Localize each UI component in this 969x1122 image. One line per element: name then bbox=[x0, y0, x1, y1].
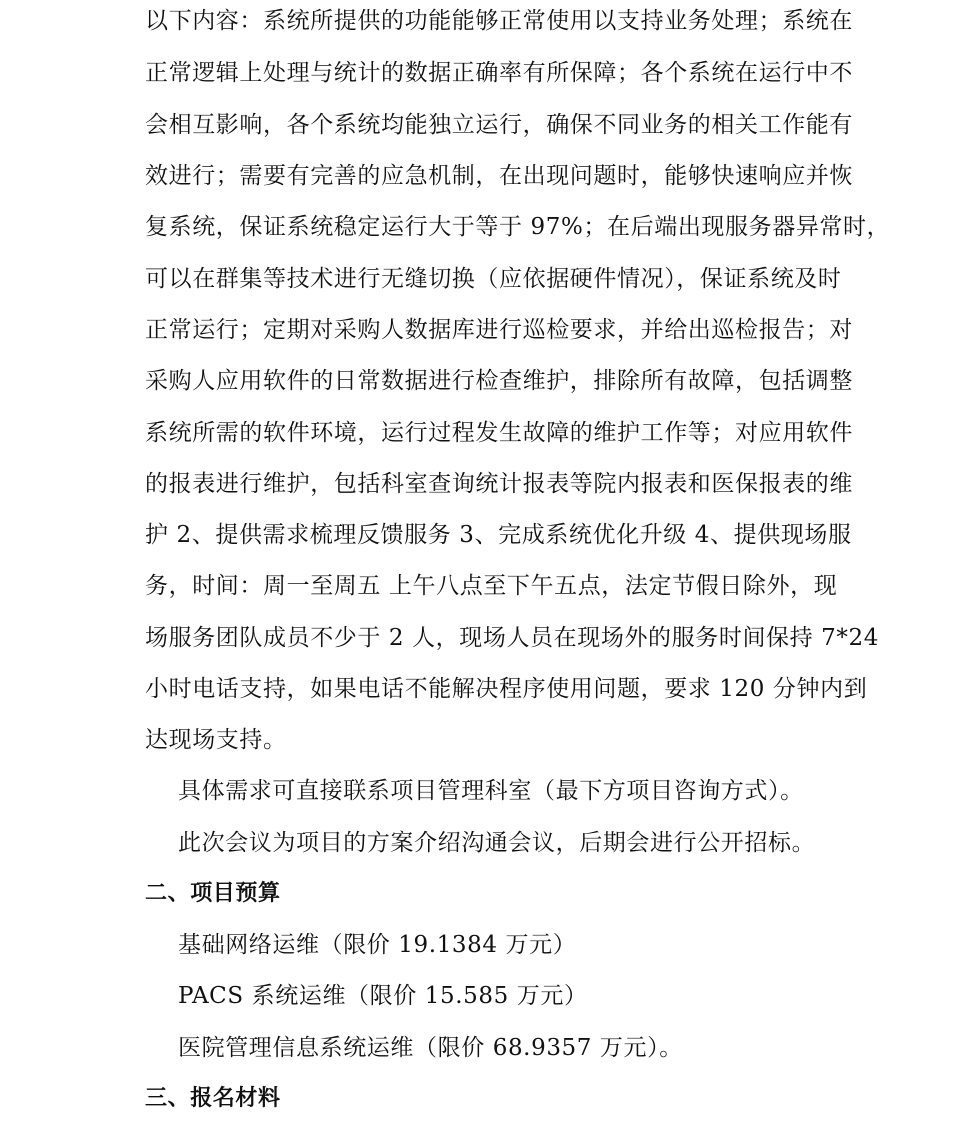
body-line: 正常逻辑上处理与统计的数据正确率有所保障；各个系统在运行中不 bbox=[145, 60, 853, 86]
body-line: 场服务团队成员不少于 2 人，现场人员在现场外的服务时间保持 7*24 bbox=[145, 625, 879, 651]
body-line: 的报表进行维护，包括科室查询统计报表等院内报表和医保报表的维 bbox=[145, 471, 853, 497]
meeting-paragraph: 此次会议为项目的方案介绍沟通会议，后期会进行公开招标。 bbox=[178, 830, 816, 856]
body-line: 可以在群集等技术进行无缝切换（应依据硬件情况），保证系统及时 bbox=[145, 266, 842, 292]
registration-section-heading: 三、报名材料 bbox=[145, 1086, 281, 1111]
budget-item: 基础网络运维（限价 19.1384 万元） bbox=[178, 932, 577, 958]
body-line: 务，时间：周一至周五 上午八点至下午五点，法定节假日除外，现 bbox=[145, 573, 838, 599]
body-line: 达现场支持。 bbox=[145, 727, 287, 753]
budget-section-heading: 二、项目预算 bbox=[145, 881, 281, 906]
body-line: 会相互影响，各个系统均能独立运行，确保不同业务的相关工作能有 bbox=[145, 112, 853, 138]
body-line: 采购人应用软件的日常数据进行检查维护，排除所有故障，包括调整 bbox=[145, 368, 853, 394]
contact-paragraph: 具体需求可直接联系项目管理科室（最下方项目咨询方式）。 bbox=[178, 778, 804, 804]
body-line: 复系统，保证系统稳定运行大于等于 97%；在后端出现服务器异常时， bbox=[145, 214, 891, 240]
budget-item: 医院管理信息系统运维（限价 68.9357 万元）。 bbox=[178, 1035, 683, 1061]
body-line: 小时电话支持，如果电话不能解决程序使用问题，要求 120 分钟内到 bbox=[145, 676, 868, 702]
body-line: 系统所需的软件环境，运行过程发生故障的维护工作等；对应用软件 bbox=[145, 420, 853, 446]
body-line: 护 2、提供需求梳理反馈服务 3、完成系统优化升级 4、提供现场服 bbox=[145, 522, 852, 548]
body-line: 正常运行；定期对采购人数据库进行巡检要求，并给出巡检报告；对 bbox=[145, 317, 853, 343]
budget-item: PACS 系统运维（限价 15.585 万元） bbox=[178, 983, 588, 1009]
body-line: 效进行；需要有完善的应急机制，在出现问题时，能够快速响应并恢 bbox=[145, 163, 853, 189]
body-line: 以下内容：系统所提供的功能能够正常使用以支持业务处理；系统在 bbox=[145, 8, 853, 34]
